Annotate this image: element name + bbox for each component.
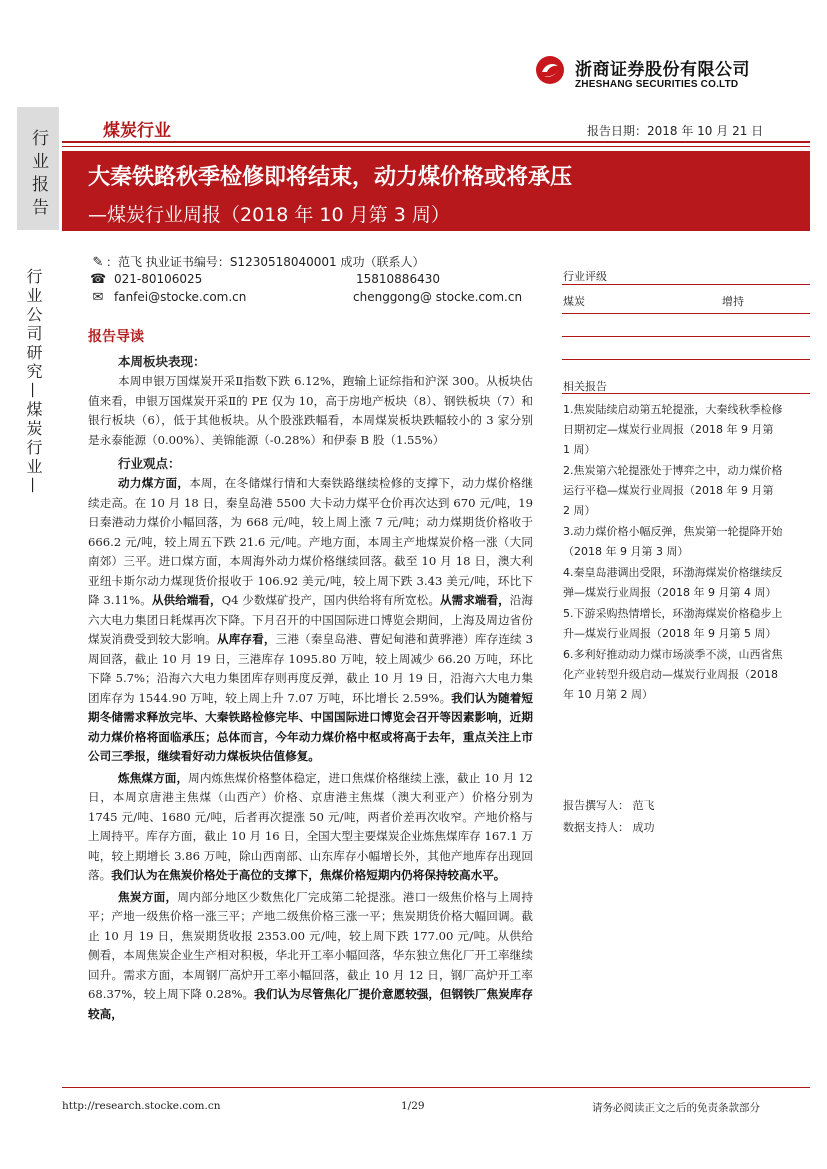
company-logo — [535, 55, 775, 95]
industry-label: 煤炭行业 — [103, 121, 171, 141]
coking-coal-conclusion: 我们认为在焦炭价格处于高位的支撑下，焦煤价格短期内仍将保持较高水平。 — [111, 868, 506, 882]
rating-divider-top — [562, 284, 810, 285]
rating-label: 行业评级 — [563, 270, 607, 283]
zheshang-logo-icon — [535, 55, 565, 85]
pen-icon: ✎ — [92, 255, 104, 270]
footer-url[interactable]: http://research.stocke.com.cn — [62, 1100, 221, 1112]
related-report-4[interactable]: 4.秦皇岛港调出受限，环渤海煤炭价格继续反弹—煤炭行业周报（2018 年 9 月第 4 周） — [563, 566, 783, 599]
thermal-coal-text-g: 三港（秦皇岛港、曹妃甸港和黄骅港）库存连续 3 周回落，截止 10 月 19 日，三港库存 1095.80 万吨，较上周减少 66.20 万吨，环比下降 5.7%；沿海六大电力集团库存则再度反弹，截止 10 月 19 日，沿海六大电力集团库存为 1544.90 万吨，较上周上升 7.07 万吨，环比增长 2.59%。 — [88, 632, 533, 705]
coke-text: 周内部分地区少数焦化厂完成第二轮提涨。港口一级焦价格与上周持平；产地一级焦价格一涨三平；产地二级焦价格三涨一平；焦炭期货价格大幅回调。截止 10 月 19 日，焦炭期货收报 2353.00 元/吨，较上周下跌 177.00 元/吨。从供给侧看，本周焦炭企业生产相对积极，华北开工率小幅回落，华东独立焦化厂开工率继续回升。需求方面，本周钢厂高炉开工率小幅回落，截止 10 月 12 日，钢厂高炉开工率 68.37%，较上周下降 0.28%。 — [88, 889, 533, 1001]
related-reports-list — [563, 400, 783, 706]
company-name-en: ZHESHANG SECURITIES CO.LTD — [575, 79, 739, 90]
rating-divider-2 — [562, 336, 810, 337]
thermal-coal-text-e: 沿海六大电力集团日耗煤再次下降。下月召开的中国国际进口博览会期间，上海及周边省份煤炭消费受到较大影响。 — [88, 593, 533, 646]
section-title: 报告导读 — [88, 329, 144, 345]
email-1[interactable]: fanfei@stocke.com.cn — [114, 290, 247, 304]
subsection-industry-view: 行业观点： — [118, 456, 181, 471]
author-info: ：范飞 执业证书编号：S1230518040001 成功（联系人） — [106, 255, 425, 269]
related-report-6[interactable]: 6.多利好推动动力煤市场淡季不淡，山西省焦化产业转型升级启动—煤炭行业周报（2018 年 10 月第 2 周） — [563, 648, 783, 701]
rating-industry: 煤炭 — [563, 295, 585, 308]
side-label-box — [17, 107, 59, 230]
thermal-coal-text-a: 本周，在冬储煤行情和大秦铁路继续检修的支撑下，动力煤价格继续走高。在 10 月 18 日，秦皇岛港 5500 大卡动力煤平仓价再次达到 670 元/吨，19 日秦港动力煤价小幅回落，为 668 元/吨，较上周上涨 7 元/吨；动力煤期货价格收于 666.2 元/吨，较上周五下跌 21.6 元/吨。产地方面，本周主产地煤炭价格一涨（大同南郊）三平。进口煤方面，本周海外动力煤价格继续回落。截至 10 月 18 日，澳大利亚纽卡斯尔动力煤现货价报收于 106.92 美元/吨，较上周下跌 3.43 美元/吨，环比下降 3.11%。 — [88, 476, 533, 607]
report-writers — [563, 795, 655, 839]
email-line — [90, 290, 246, 305]
phone-icon: ☎ — [90, 272, 107, 287]
related-reports-title: 相关报告 — [563, 380, 607, 393]
rating-value: 增持 — [722, 295, 744, 308]
rating-divider-3 — [562, 359, 810, 360]
related-divider — [562, 393, 810, 394]
thermal-coal-demand-lead: 从需求端看， — [439, 593, 510, 607]
footer-disclaimer: 请务必阅读正文之后的免责条款部分 — [592, 1102, 760, 1114]
page-number: 1/29 — [401, 1100, 425, 1112]
phone-2: 15810886430 — [356, 272, 440, 286]
related-report-2[interactable]: 2.焦炭第六轮提涨处于博弈之中，动力煤价格运行平稳—煤炭行业周报（2018 年 9 月第 2 周） — [563, 464, 783, 517]
related-report-3[interactable]: 3.动力煤价格小幅反弹，焦炭第一轮提降开始（2018 年 9 月第 3 周） — [563, 525, 783, 558]
coke-lead: 焦炭方面， — [118, 889, 178, 904]
side-label-research — [22, 268, 56, 496]
phone-line — [90, 272, 202, 287]
related-report-5[interactable]: 5.下游采购热情增长，环渤海煤炭价格稳步上升—煤炭行业周报（2018 年 9 月第 5 周） — [563, 607, 783, 640]
email-2[interactable]: chenggong@ stocke.com.cn — [353, 290, 523, 304]
header-divider — [62, 141, 810, 143]
paragraph-thermal-coal — [88, 474, 533, 767]
report-writer: 报告撰写人： 范飞 — [563, 799, 655, 812]
paragraph-performance: 本周申银万国煤炭开采Ⅱ指数下跌 6.12%，跑输上证综指和沪深 300。从板块估值来看，申银万国煤炭开采Ⅱ的 PE 仅为 10，高于房地产板块（8）、钢铁板块（7）和银行板块（6），低于其他板块。从个股涨跌幅看，本周煤炭板块跌幅较小的 3 家分别是永泰能源（0.00%）、美锦能源（-0.28%）和伊泰 B 股（1.55%） — [88, 374, 533, 447]
thermal-coal-supply-lead: 从供给端看， — [151, 593, 222, 607]
coking-coal-text: 周内炼焦煤价格整体稳定，进口焦煤价格继续上涨，截止 10 月 12 日，本周京唐港主焦煤（山西产）价格、京唐港主焦煤（澳大利亚产）价格分别为 1745 元/吨、1680 元/吨，后者再次提涨 50 元/吨，两者价差再次收窄。产地价格与上周持平。库存方面，截止 10 月 16 日，全国大型主要煤炭企业炼焦煤库存 167.1 万吨，较上期增长 3.86 万吨，除山西南部、山东库存小幅增长外，其他产地库存出现回落。 — [88, 770, 533, 882]
mail-icon: ✉ — [92, 290, 104, 305]
report-title: 大秦铁路秋季检修即将结束，动力煤价格或将承压 — [88, 165, 573, 190]
thermal-coal-lead: 动力煤方面， — [118, 476, 190, 490]
coke-conclusion: 我们认为尽管焦化厂提价意愿较强，但钢铁厂焦炭库存较高， — [88, 987, 533, 1021]
thermal-coal-stock-lead: 从库存看， — [216, 632, 276, 646]
side-label-report: 行业报告 — [28, 129, 48, 221]
subsection-sector-performance: 本周板块表现： — [118, 354, 206, 369]
related-report-1[interactable]: 1.焦炭陆续启动第五轮提涨，大秦线秋季检修日期初定—煤炭行业周报（2018 年 9 月第 1 周） — [563, 403, 783, 456]
thermal-coal-conclusion: 我们认为随着短期冬储需求释放完毕、大秦铁路检修完毕、中国国际进口博览会召开等因素影响，近期动力煤价格将面临承压；总体而言，今年动力煤价格中枢或将高于去年，重点关注上市公司三季报，继续看好动力煤板块估值修复。 — [88, 690, 533, 763]
coking-coal-lead: 炼焦煤方面， — [118, 770, 189, 785]
footer-divider — [62, 1087, 810, 1088]
thermal-coal-text-c: Q4 少数煤矿投产，国内供给将有所宽松。 — [221, 593, 440, 607]
paragraph-coking-coal — [88, 769, 533, 886]
phone-1: 021-80106025 — [114, 272, 203, 286]
header-divider-thin — [62, 146, 810, 147]
rating-divider-1 — [562, 313, 810, 314]
side-label-research-text: 行业公司研究—煤炭行业— — [24, 268, 43, 496]
company-name-cn: 浙商证券股份有限公司 — [575, 60, 750, 80]
author-line — [90, 253, 425, 270]
paragraph-coke — [88, 888, 533, 1025]
report-subtitle: —煤炭行业周报（2018 年 10 月第 3 周） — [88, 204, 450, 226]
report-body — [88, 326, 533, 1026]
data-supporter: 数据支持人： 成功 — [563, 821, 655, 834]
report-date: 报告日期：2018 年 10 月 21 日 — [587, 124, 764, 138]
